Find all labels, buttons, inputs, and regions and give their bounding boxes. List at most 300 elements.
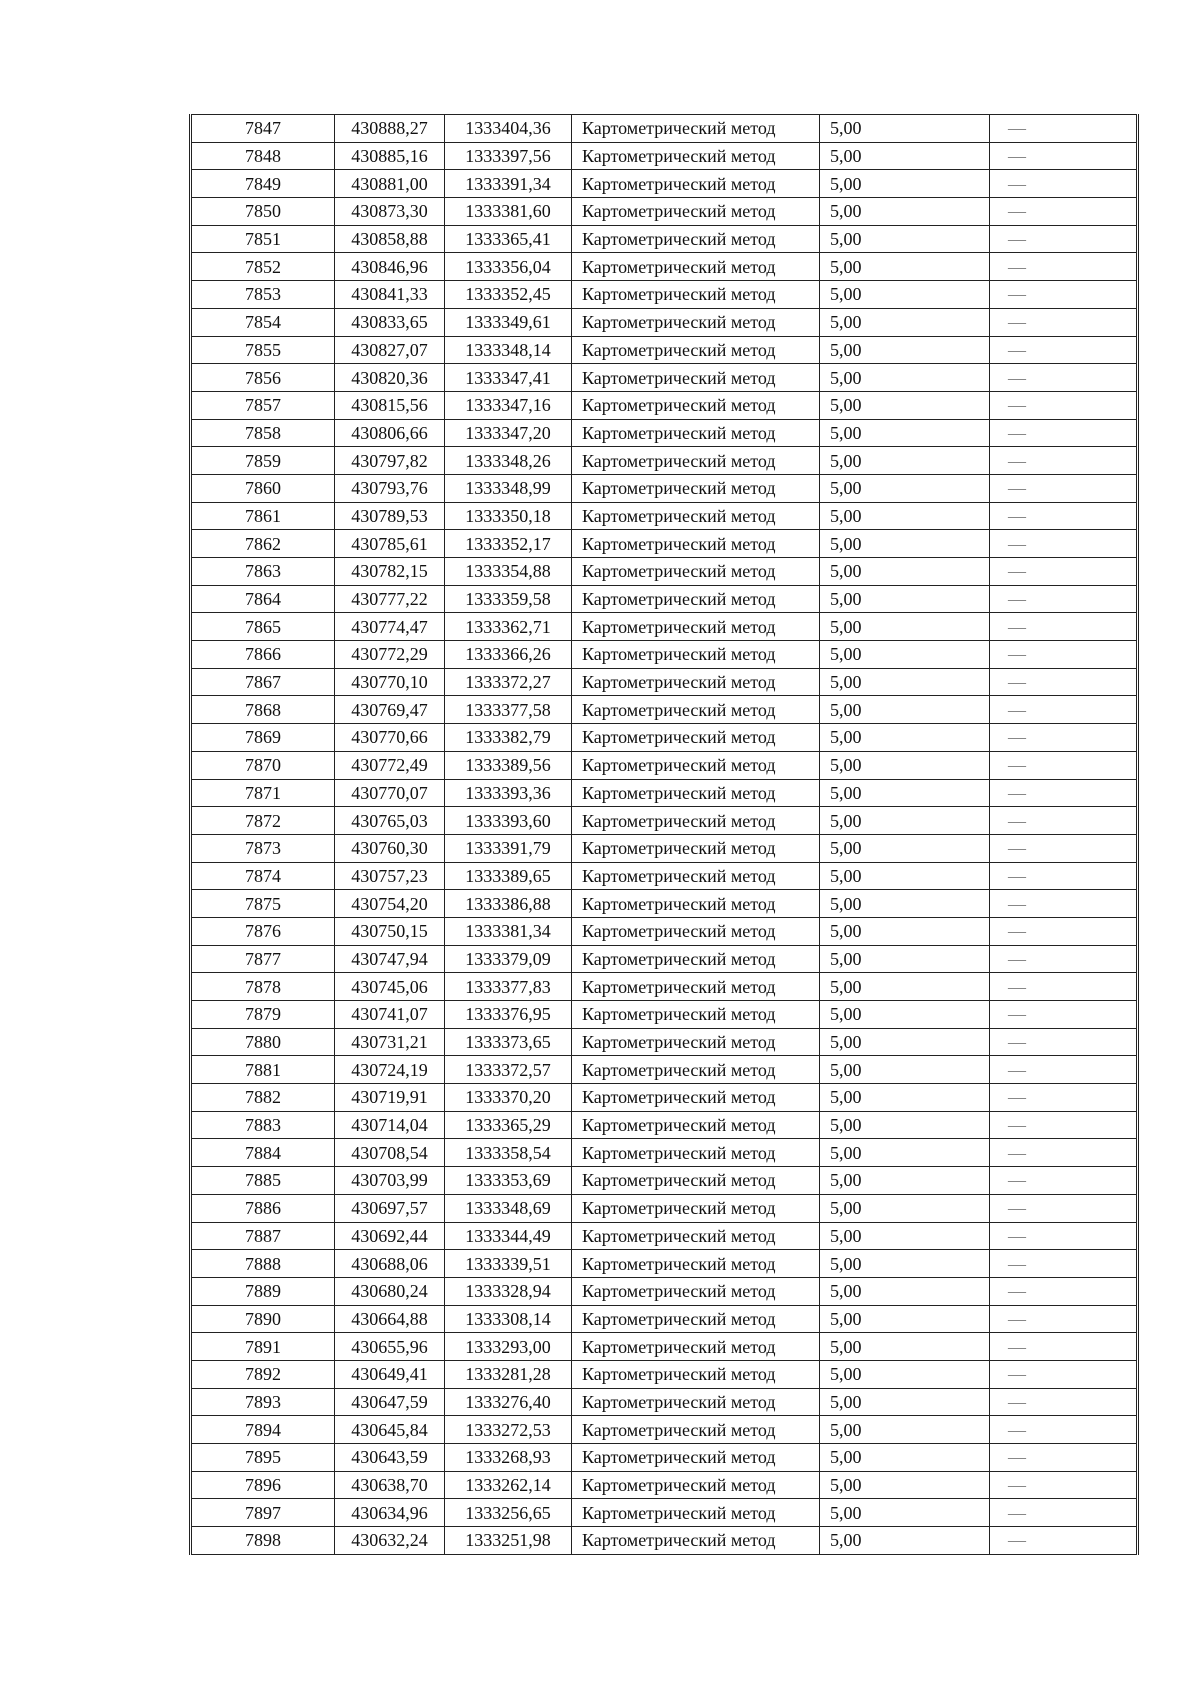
y-coordinate-cell: 1333372,57 xyxy=(445,1056,572,1084)
description-cell: — xyxy=(990,1499,1138,1527)
y-coordinate-cell: 1333344,49 xyxy=(445,1222,572,1250)
x-coordinate-cell: 430820,36 xyxy=(335,364,445,392)
point-number-cell: 7868 xyxy=(191,696,335,724)
description-cell: — xyxy=(990,890,1138,918)
y-coordinate-cell: 1333348,26 xyxy=(445,447,572,475)
accuracy-cell: 5,00 xyxy=(820,391,990,419)
table-row xyxy=(191,862,1138,890)
description-cell: — xyxy=(990,1277,1138,1305)
table-row xyxy=(191,170,1138,198)
y-coordinate-cell: 1333372,27 xyxy=(445,668,572,696)
point-number-cell: 7860 xyxy=(191,474,335,502)
x-coordinate-cell: 430692,44 xyxy=(335,1222,445,1250)
x-coordinate-cell: 430745,06 xyxy=(335,973,445,1001)
method-cell: Картометрический метод xyxy=(572,1167,820,1195)
description-cell: — xyxy=(990,502,1138,530)
method-cell: Картометрический метод xyxy=(572,447,820,475)
method-cell: Картометрический метод xyxy=(572,585,820,613)
method-cell: Картометрический метод xyxy=(572,834,820,862)
point-number-cell: 7848 xyxy=(191,142,335,170)
y-coordinate-cell: 1333349,61 xyxy=(445,308,572,336)
point-number-cell: 7896 xyxy=(191,1471,335,1499)
y-coordinate-cell: 1333347,41 xyxy=(445,364,572,392)
point-number-cell: 7894 xyxy=(191,1416,335,1444)
table-row xyxy=(191,613,1138,641)
table-row xyxy=(191,751,1138,779)
table-row xyxy=(191,585,1138,613)
x-coordinate-cell: 430793,76 xyxy=(335,474,445,502)
y-coordinate-cell: 1333391,79 xyxy=(445,834,572,862)
point-number-cell: 7892 xyxy=(191,1360,335,1388)
table-row xyxy=(191,1333,1138,1361)
x-coordinate-cell: 430833,65 xyxy=(335,308,445,336)
accuracy-cell: 5,00 xyxy=(820,1416,990,1444)
x-coordinate-cell: 430765,03 xyxy=(335,807,445,835)
method-cell: Картометрический метод xyxy=(572,253,820,281)
accuracy-cell: 5,00 xyxy=(820,1250,990,1278)
x-coordinate-cell: 430634,96 xyxy=(335,1499,445,1527)
description-cell: — xyxy=(990,1194,1138,1222)
description-cell: — xyxy=(990,641,1138,669)
y-coordinate-cell: 1333350,18 xyxy=(445,502,572,530)
accuracy-cell: 5,00 xyxy=(820,419,990,447)
method-cell: Картометрический метод xyxy=(572,502,820,530)
y-coordinate-cell: 1333377,83 xyxy=(445,973,572,1001)
accuracy-cell: 5,00 xyxy=(820,558,990,586)
accuracy-cell: 5,00 xyxy=(820,142,990,170)
table-row xyxy=(191,308,1138,336)
description-cell: — xyxy=(990,1250,1138,1278)
point-number-cell: 7855 xyxy=(191,336,335,364)
description-cell: — xyxy=(990,1305,1138,1333)
y-coordinate-cell: 1333268,93 xyxy=(445,1444,572,1472)
method-cell: Картометрический метод xyxy=(572,613,820,641)
y-coordinate-cell: 1333373,65 xyxy=(445,1028,572,1056)
y-coordinate-cell: 1333358,54 xyxy=(445,1139,572,1167)
method-cell: Картометрический метод xyxy=(572,1250,820,1278)
y-coordinate-cell: 1333362,71 xyxy=(445,613,572,641)
description-cell: — xyxy=(990,1056,1138,1084)
point-number-cell: 7874 xyxy=(191,862,335,890)
point-number-cell: 7865 xyxy=(191,613,335,641)
accuracy-cell: 5,00 xyxy=(820,1277,990,1305)
y-coordinate-cell: 1333348,69 xyxy=(445,1194,572,1222)
coordinates-table xyxy=(189,114,1139,1555)
x-coordinate-cell: 430638,70 xyxy=(335,1471,445,1499)
table-row xyxy=(191,1416,1138,1444)
description-cell: — xyxy=(990,1360,1138,1388)
x-coordinate-cell: 430664,88 xyxy=(335,1305,445,1333)
point-number-cell: 7886 xyxy=(191,1194,335,1222)
description-cell: — xyxy=(990,1028,1138,1056)
description-cell: — xyxy=(990,917,1138,945)
x-coordinate-cell: 430754,20 xyxy=(335,890,445,918)
point-number-cell: 7884 xyxy=(191,1139,335,1167)
y-coordinate-cell: 1333389,65 xyxy=(445,862,572,890)
description-cell: — xyxy=(990,696,1138,724)
x-coordinate-cell: 430697,57 xyxy=(335,1194,445,1222)
y-coordinate-cell: 1333352,17 xyxy=(445,530,572,558)
method-cell: Картометрический метод xyxy=(572,779,820,807)
accuracy-cell: 5,00 xyxy=(820,945,990,973)
method-cell: Картометрический метод xyxy=(572,1499,820,1527)
accuracy-cell: 5,00 xyxy=(820,862,990,890)
method-cell: Картометрический метод xyxy=(572,973,820,1001)
y-coordinate-cell: 1333256,65 xyxy=(445,1499,572,1527)
method-cell: Картометрический метод xyxy=(572,1527,820,1555)
y-coordinate-cell: 1333339,51 xyxy=(445,1250,572,1278)
description-cell: — xyxy=(990,281,1138,309)
accuracy-cell: 5,00 xyxy=(820,1084,990,1112)
description-cell: — xyxy=(990,336,1138,364)
point-number-cell: 7873 xyxy=(191,834,335,862)
method-cell: Картометрический метод xyxy=(572,474,820,502)
x-coordinate-cell: 430724,19 xyxy=(335,1056,445,1084)
table-row xyxy=(191,530,1138,558)
x-coordinate-cell: 430680,24 xyxy=(335,1277,445,1305)
table-row xyxy=(191,724,1138,752)
accuracy-cell: 5,00 xyxy=(820,1167,990,1195)
y-coordinate-cell: 1333397,56 xyxy=(445,142,572,170)
point-number-cell: 7867 xyxy=(191,668,335,696)
method-cell: Картометрический метод xyxy=(572,890,820,918)
x-coordinate-cell: 430770,10 xyxy=(335,668,445,696)
table-row xyxy=(191,1444,1138,1472)
point-number-cell: 7849 xyxy=(191,170,335,198)
y-coordinate-cell: 1333386,88 xyxy=(445,890,572,918)
point-number-cell: 7879 xyxy=(191,1001,335,1029)
y-coordinate-cell: 1333251,98 xyxy=(445,1527,572,1555)
point-number-cell: 7890 xyxy=(191,1305,335,1333)
method-cell: Картометрический метод xyxy=(572,198,820,226)
table-row xyxy=(191,474,1138,502)
point-number-cell: 7856 xyxy=(191,364,335,392)
method-cell: Картометрический метод xyxy=(572,1001,820,1029)
description-cell: — xyxy=(990,419,1138,447)
method-cell: Картометрический метод xyxy=(572,142,820,170)
accuracy-cell: 5,00 xyxy=(820,502,990,530)
accuracy-cell: 5,00 xyxy=(820,973,990,1001)
point-number-cell: 7858 xyxy=(191,419,335,447)
x-coordinate-cell: 430747,94 xyxy=(335,945,445,973)
y-coordinate-cell: 1333370,20 xyxy=(445,1084,572,1112)
table-row xyxy=(191,253,1138,281)
y-coordinate-cell: 1333382,79 xyxy=(445,724,572,752)
accuracy-cell: 5,00 xyxy=(820,1388,990,1416)
table-row xyxy=(191,198,1138,226)
accuracy-cell: 5,00 xyxy=(820,115,990,143)
description-cell: — xyxy=(990,834,1138,862)
accuracy-cell: 5,00 xyxy=(820,364,990,392)
y-coordinate-cell: 1333281,28 xyxy=(445,1360,572,1388)
method-cell: Картометрический метод xyxy=(572,364,820,392)
x-coordinate-cell: 430873,30 xyxy=(335,198,445,226)
x-coordinate-cell: 430643,59 xyxy=(335,1444,445,1472)
description-cell: — xyxy=(990,1084,1138,1112)
method-cell: Картометрический метод xyxy=(572,115,820,143)
accuracy-cell: 5,00 xyxy=(820,641,990,669)
x-coordinate-cell: 430797,82 xyxy=(335,447,445,475)
table-row xyxy=(191,225,1138,253)
table-row xyxy=(191,115,1138,143)
table-row xyxy=(191,419,1138,447)
description-cell: — xyxy=(990,945,1138,973)
point-number-cell: 7877 xyxy=(191,945,335,973)
x-coordinate-cell: 430815,56 xyxy=(335,391,445,419)
method-cell: Картометрический метод xyxy=(572,391,820,419)
method-cell: Картометрический метод xyxy=(572,724,820,752)
x-coordinate-cell: 430769,47 xyxy=(335,696,445,724)
x-coordinate-cell: 430789,53 xyxy=(335,502,445,530)
description-cell: — xyxy=(990,225,1138,253)
accuracy-cell: 5,00 xyxy=(820,1194,990,1222)
x-coordinate-cell: 430885,16 xyxy=(335,142,445,170)
accuracy-cell: 5,00 xyxy=(820,890,990,918)
point-number-cell: 7871 xyxy=(191,779,335,807)
method-cell: Картометрический метод xyxy=(572,419,820,447)
accuracy-cell: 5,00 xyxy=(820,1444,990,1472)
y-coordinate-cell: 1333353,69 xyxy=(445,1167,572,1195)
table-row xyxy=(191,834,1138,862)
accuracy-cell: 5,00 xyxy=(820,1333,990,1361)
point-number-cell: 7881 xyxy=(191,1056,335,1084)
y-coordinate-cell: 1333347,16 xyxy=(445,391,572,419)
table-row xyxy=(191,917,1138,945)
x-coordinate-cell: 430647,59 xyxy=(335,1388,445,1416)
description-cell: — xyxy=(990,1416,1138,1444)
description-cell: — xyxy=(990,779,1138,807)
x-coordinate-cell: 430655,96 xyxy=(335,1333,445,1361)
x-coordinate-cell: 430632,24 xyxy=(335,1527,445,1555)
accuracy-cell: 5,00 xyxy=(820,1028,990,1056)
description-cell: — xyxy=(990,1471,1138,1499)
description-cell: — xyxy=(990,585,1138,613)
y-coordinate-cell: 1333365,29 xyxy=(445,1111,572,1139)
point-number-cell: 7889 xyxy=(191,1277,335,1305)
table-row xyxy=(191,447,1138,475)
point-number-cell: 7891 xyxy=(191,1333,335,1361)
point-number-cell: 7883 xyxy=(191,1111,335,1139)
method-cell: Картометрический метод xyxy=(572,862,820,890)
description-cell: — xyxy=(990,391,1138,419)
description-cell: — xyxy=(990,1527,1138,1555)
point-number-cell: 7857 xyxy=(191,391,335,419)
point-number-cell: 7850 xyxy=(191,198,335,226)
y-coordinate-cell: 1333381,34 xyxy=(445,917,572,945)
method-cell: Картометрический метод xyxy=(572,1028,820,1056)
table-row xyxy=(191,973,1138,1001)
description-cell: — xyxy=(990,668,1138,696)
x-coordinate-cell: 430688,06 xyxy=(335,1250,445,1278)
method-cell: Картометрический метод xyxy=(572,1416,820,1444)
method-cell: Картометрический метод xyxy=(572,696,820,724)
description-cell: — xyxy=(990,973,1138,1001)
accuracy-cell: 5,00 xyxy=(820,1001,990,1029)
method-cell: Картометрический метод xyxy=(572,1471,820,1499)
table-row xyxy=(191,1305,1138,1333)
point-number-cell: 7864 xyxy=(191,585,335,613)
table-row xyxy=(191,807,1138,835)
x-coordinate-cell: 430772,49 xyxy=(335,751,445,779)
description-cell: — xyxy=(990,1139,1138,1167)
y-coordinate-cell: 1333379,09 xyxy=(445,945,572,973)
point-number-cell: 7872 xyxy=(191,807,335,835)
method-cell: Картометрический метод xyxy=(572,1222,820,1250)
table-row xyxy=(191,1084,1138,1112)
accuracy-cell: 5,00 xyxy=(820,779,990,807)
point-number-cell: 7862 xyxy=(191,530,335,558)
accuracy-cell: 5,00 xyxy=(820,1527,990,1555)
point-number-cell: 7882 xyxy=(191,1084,335,1112)
y-coordinate-cell: 1333377,58 xyxy=(445,696,572,724)
description-cell: — xyxy=(990,1388,1138,1416)
y-coordinate-cell: 1333308,14 xyxy=(445,1305,572,1333)
y-coordinate-cell: 1333381,60 xyxy=(445,198,572,226)
point-number-cell: 7875 xyxy=(191,890,335,918)
point-number-cell: 7888 xyxy=(191,1250,335,1278)
description-cell: — xyxy=(990,862,1138,890)
table-row xyxy=(191,779,1138,807)
accuracy-cell: 5,00 xyxy=(820,447,990,475)
method-cell: Картометрический метод xyxy=(572,1194,820,1222)
x-coordinate-cell: 430846,96 xyxy=(335,253,445,281)
method-cell: Картометрический метод xyxy=(572,1333,820,1361)
description-cell: — xyxy=(990,724,1138,752)
accuracy-cell: 5,00 xyxy=(820,1111,990,1139)
x-coordinate-cell: 430719,91 xyxy=(335,1084,445,1112)
x-coordinate-cell: 430770,07 xyxy=(335,779,445,807)
description-cell: — xyxy=(990,447,1138,475)
y-coordinate-cell: 1333328,94 xyxy=(445,1277,572,1305)
accuracy-cell: 5,00 xyxy=(820,696,990,724)
method-cell: Картометрический метод xyxy=(572,1360,820,1388)
table-row xyxy=(191,558,1138,586)
accuracy-cell: 5,00 xyxy=(820,336,990,364)
x-coordinate-cell: 430785,61 xyxy=(335,530,445,558)
method-cell: Картометрический метод xyxy=(572,225,820,253)
table-row xyxy=(191,1277,1138,1305)
y-coordinate-cell: 1333272,53 xyxy=(445,1416,572,1444)
point-number-cell: 7880 xyxy=(191,1028,335,1056)
y-coordinate-cell: 1333356,04 xyxy=(445,253,572,281)
y-coordinate-cell: 1333293,00 xyxy=(445,1333,572,1361)
y-coordinate-cell: 1333354,88 xyxy=(445,558,572,586)
x-coordinate-cell: 430703,99 xyxy=(335,1167,445,1195)
y-coordinate-cell: 1333404,36 xyxy=(445,115,572,143)
x-coordinate-cell: 430750,15 xyxy=(335,917,445,945)
table-row xyxy=(191,281,1138,309)
y-coordinate-cell: 1333348,99 xyxy=(445,474,572,502)
x-coordinate-cell: 430841,33 xyxy=(335,281,445,309)
accuracy-cell: 5,00 xyxy=(820,530,990,558)
table-row xyxy=(191,336,1138,364)
table-row xyxy=(191,945,1138,973)
accuracy-cell: 5,00 xyxy=(820,1222,990,1250)
table-row xyxy=(191,1360,1138,1388)
accuracy-cell: 5,00 xyxy=(820,613,990,641)
table-row xyxy=(191,1139,1138,1167)
x-coordinate-cell: 430782,15 xyxy=(335,558,445,586)
x-coordinate-cell: 430777,22 xyxy=(335,585,445,613)
method-cell: Картометрический метод xyxy=(572,807,820,835)
description-cell: — xyxy=(990,308,1138,336)
method-cell: Картометрический метод xyxy=(572,1444,820,1472)
x-coordinate-cell: 430770,66 xyxy=(335,724,445,752)
y-coordinate-cell: 1333347,20 xyxy=(445,419,572,447)
x-coordinate-cell: 430645,84 xyxy=(335,1416,445,1444)
x-coordinate-cell: 430772,29 xyxy=(335,641,445,669)
accuracy-cell: 5,00 xyxy=(820,668,990,696)
accuracy-cell: 5,00 xyxy=(820,474,990,502)
method-cell: Картометрический метод xyxy=(572,641,820,669)
table-row xyxy=(191,1028,1138,1056)
point-number-cell: 7861 xyxy=(191,502,335,530)
accuracy-cell: 5,00 xyxy=(820,807,990,835)
accuracy-cell: 5,00 xyxy=(820,225,990,253)
coordinates-table-body xyxy=(191,115,1138,1555)
point-number-cell: 7893 xyxy=(191,1388,335,1416)
accuracy-cell: 5,00 xyxy=(820,1499,990,1527)
method-cell: Картометрический метод xyxy=(572,917,820,945)
description-cell: — xyxy=(990,558,1138,586)
method-cell: Картометрический метод xyxy=(572,668,820,696)
method-cell: Картометрический метод xyxy=(572,1277,820,1305)
point-number-cell: 7852 xyxy=(191,253,335,281)
accuracy-cell: 5,00 xyxy=(820,1360,990,1388)
accuracy-cell: 5,00 xyxy=(820,917,990,945)
x-coordinate-cell: 430649,41 xyxy=(335,1360,445,1388)
description-cell: — xyxy=(990,364,1138,392)
table-row xyxy=(191,1001,1138,1029)
point-number-cell: 7887 xyxy=(191,1222,335,1250)
description-cell: — xyxy=(990,115,1138,143)
y-coordinate-cell: 1333365,41 xyxy=(445,225,572,253)
y-coordinate-cell: 1333352,45 xyxy=(445,281,572,309)
table-row xyxy=(191,641,1138,669)
table-row xyxy=(191,364,1138,392)
point-number-cell: 7878 xyxy=(191,973,335,1001)
accuracy-cell: 5,00 xyxy=(820,1056,990,1084)
point-number-cell: 7869 xyxy=(191,724,335,752)
table-row xyxy=(191,696,1138,724)
table-row xyxy=(191,668,1138,696)
accuracy-cell: 5,00 xyxy=(820,308,990,336)
x-coordinate-cell: 430881,00 xyxy=(335,170,445,198)
description-cell: — xyxy=(990,253,1138,281)
point-number-cell: 7885 xyxy=(191,1167,335,1195)
method-cell: Картометрический метод xyxy=(572,1305,820,1333)
point-number-cell: 7863 xyxy=(191,558,335,586)
y-coordinate-cell: 1333376,95 xyxy=(445,1001,572,1029)
table-row xyxy=(191,1222,1138,1250)
description-cell: — xyxy=(990,530,1138,558)
method-cell: Картометрический метод xyxy=(572,751,820,779)
method-cell: Картометрический метод xyxy=(572,558,820,586)
method-cell: Картометрический метод xyxy=(572,945,820,973)
accuracy-cell: 5,00 xyxy=(820,170,990,198)
method-cell: Картометрический метод xyxy=(572,1388,820,1416)
description-cell: — xyxy=(990,751,1138,779)
x-coordinate-cell: 430708,54 xyxy=(335,1139,445,1167)
method-cell: Картометрический метод xyxy=(572,1111,820,1139)
y-coordinate-cell: 1333389,56 xyxy=(445,751,572,779)
description-cell: — xyxy=(990,807,1138,835)
y-coordinate-cell: 1333393,60 xyxy=(445,807,572,835)
description-cell: — xyxy=(990,474,1138,502)
point-number-cell: 7898 xyxy=(191,1527,335,1555)
accuracy-cell: 5,00 xyxy=(820,1139,990,1167)
method-cell: Картометрический метод xyxy=(572,170,820,198)
